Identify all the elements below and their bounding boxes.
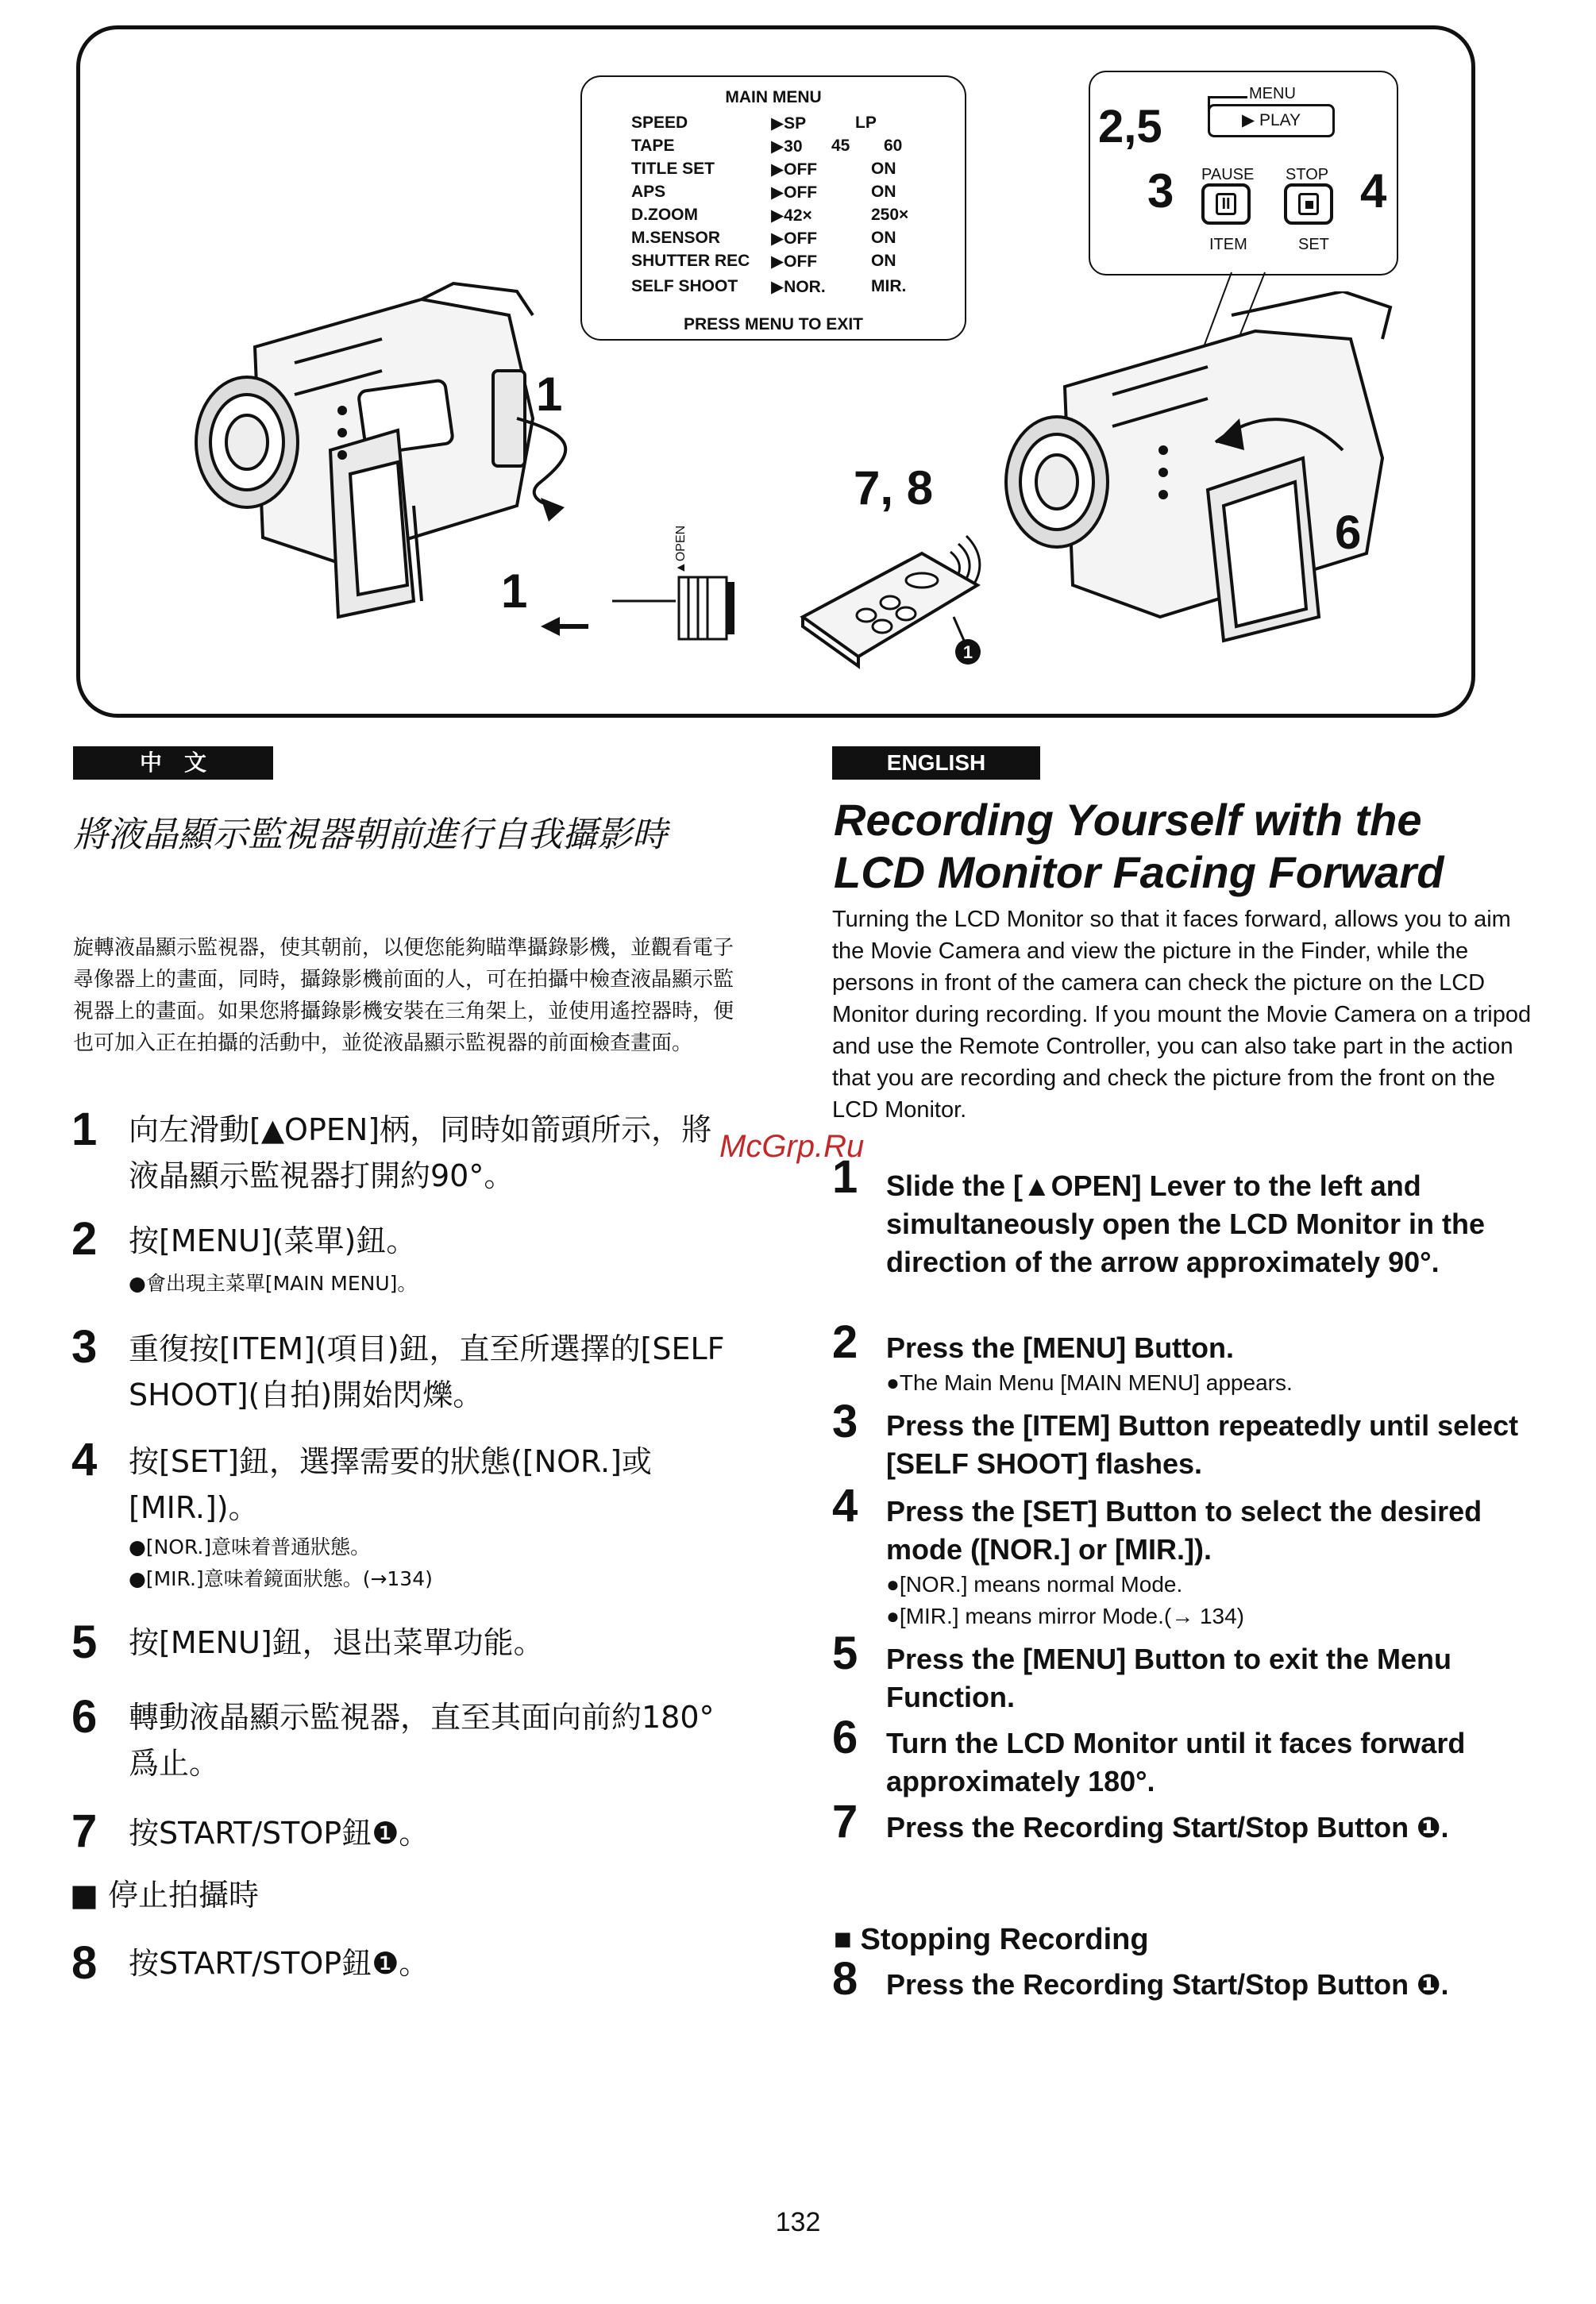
zh-step-number: 3 xyxy=(71,1321,98,1373)
en-step-text: Slide the [▲OPEN] Lever to the left and simultaneously open the LCD Monitor in the direction of the arrow approximately 90°. xyxy=(886,1169,1486,1278)
en-step-text: Press the [MENU] Button. xyxy=(886,1331,1235,1364)
callout-3: 3 xyxy=(1147,164,1174,218)
menu-label: SELF SHOOT xyxy=(631,277,738,295)
menu-exit-text: PRESS MENU TO EXIT xyxy=(684,315,863,333)
english-language-tag: ENGLISH xyxy=(832,746,1040,780)
zh-step-number: 8 xyxy=(71,1937,98,1989)
menu-row xyxy=(631,229,949,252)
watermark-text: McGrp.Ru xyxy=(719,1129,865,1164)
camcorder-rotated-illustration xyxy=(970,291,1462,688)
chinese-intro: 旋轉液晶顯示監視器，使其朝前，以便您能夠瞄準攝錄影機，並觀看電子尋像器上的畫面，同時，攝錄影機前面的人，可在拍攝中檢查液晶顯示監視器上的畫面。如果您將攝錄影機安裝在三角架上，並使用遙控器時，便也可加入正在拍攝的活動中，並從液晶顯示監視器的前面檢查畫面。 xyxy=(73,936,734,1055)
svg-text:1: 1 xyxy=(962,642,973,662)
zh-step-number: 6 xyxy=(71,1691,98,1743)
menu-option: 60 xyxy=(884,137,903,155)
en-step-text: Press the [MENU] Button to exit the Menu Function. xyxy=(886,1643,1452,1713)
en-step-number: 3 xyxy=(832,1396,858,1447)
callout-7-8: 7, 8 xyxy=(854,461,934,514)
open-lever-label: ▲OPEN xyxy=(674,525,688,574)
menu-label: SPEED xyxy=(631,114,688,132)
menu-option: LP xyxy=(855,114,877,132)
pause-item-button[interactable] xyxy=(1201,183,1251,225)
pause-icon: II xyxy=(1216,193,1236,215)
menu-value: ▶OFF xyxy=(771,183,818,202)
stop-icon xyxy=(1298,193,1319,215)
en-step-number: 1 xyxy=(832,1151,858,1203)
en-stop-heading: ■ Stopping Recording xyxy=(834,1923,1149,1956)
en-step-text: Press the [SET] Button to select the desired mode ([NOR.] or [MIR.]). xyxy=(886,1495,1482,1566)
zh-step-number: 5 xyxy=(71,1616,98,1668)
item-label: ITEM xyxy=(1209,236,1247,253)
zh-step-text: 按[SET]鈕，選擇需要的狀態([NOR.]或[MIR.])。 xyxy=(129,1444,652,1525)
menu-row xyxy=(631,252,949,275)
en-step-number: 4 xyxy=(832,1480,858,1532)
en-step-bullet: ●[MIR.] means mirror Mode.(→ 134) xyxy=(886,1604,1245,1628)
zh-step-number: 1 xyxy=(71,1104,98,1155)
menu-option: 45 xyxy=(831,137,850,155)
control-buttons-inset xyxy=(1089,71,1398,275)
zh-stop-heading: ■ 停止拍攝時 xyxy=(70,1878,259,1913)
menu-value: ▶30 xyxy=(771,137,803,156)
english-title xyxy=(834,794,1548,899)
menu-row xyxy=(631,183,949,206)
menu-row xyxy=(631,206,949,229)
menu-label: TITLE SET xyxy=(631,160,715,178)
en-step-text: Press the [ITEM] Button repeatedly until select [SELF SHOOT] flashes. xyxy=(886,1409,1519,1480)
menu-row xyxy=(631,137,949,160)
menu-label: TAPE xyxy=(631,137,675,155)
zh-step-text: 按START/STOP鈕❶。 xyxy=(129,1946,430,1981)
zh-step-number: 2 xyxy=(71,1213,98,1265)
page-number: 132 xyxy=(775,2207,821,2237)
zh-step-text: 按[MENU](菜單)鈕。 xyxy=(129,1223,417,1258)
menu-label: SHUTTER REC xyxy=(631,252,750,270)
main-menu-title: MAIN MENU xyxy=(725,88,822,106)
zh-step-text: 重復按[ITEM](項目)鈕，直至所選擇的[SELF SHOOT](自拍)開始閃爍。 xyxy=(129,1331,725,1412)
zh-step-bullet: ●會出現主菜單[MAIN MENU]。 xyxy=(129,1272,418,1295)
zh-step-bullet: ●[MIR.]意味着鏡面狀態。(→134) xyxy=(129,1567,433,1590)
illustration-frame xyxy=(76,25,1475,718)
callout-4: 4 xyxy=(1360,164,1387,218)
menu-option: ON xyxy=(871,183,896,201)
play-button[interactable]: ▶ PLAY xyxy=(1208,104,1335,137)
en-step-text: Press the Recording Start/Stop Button ❶. xyxy=(886,1968,1449,2001)
menu-label: D.ZOOM xyxy=(631,206,698,224)
callout-6: 6 xyxy=(1335,506,1362,559)
menu-label: APS xyxy=(631,183,666,201)
zh-step-bullet: ●[NOR.]意味着普通狀態。 xyxy=(129,1535,371,1558)
menu-option: ON xyxy=(871,229,896,247)
en-step-number: 5 xyxy=(832,1628,858,1679)
menu-value: ▶OFF xyxy=(771,160,818,179)
callout-2-5: 2,5 xyxy=(1098,101,1162,152)
en-step-number: 8 xyxy=(832,1953,858,2005)
menu-value: ▶OFF xyxy=(771,252,818,271)
chinese-title: 將液晶顯示監視器朝前進行自我攝影時 xyxy=(73,815,667,855)
menu-button-label: MENU xyxy=(1249,85,1296,102)
zh-step-text: 按[MENU]鈕，退出菜單功能。 xyxy=(129,1625,544,1660)
stop-label: STOP xyxy=(1286,166,1329,183)
menu-option: ON xyxy=(871,252,896,270)
menu-value: ▶NOR. xyxy=(771,278,826,296)
en-step-text: Press the Recording Start/Stop Button ❶. xyxy=(886,1811,1449,1844)
menu-row xyxy=(631,114,949,137)
menu-option: 250× xyxy=(871,206,909,224)
zh-step-text: 向左滑動[▲OPEN]柄，同時如箭頭所示，將液晶顯示監視器打開約90°。 xyxy=(129,1112,712,1193)
menu-row xyxy=(631,160,949,183)
set-label: SET xyxy=(1298,236,1329,253)
callout-1-bottom: 1 xyxy=(501,564,528,618)
menu-value: ▶42× xyxy=(771,206,812,225)
menu-label: M.SENSOR xyxy=(631,229,721,247)
en-step-number: 6 xyxy=(832,1712,858,1763)
menu-option: ON xyxy=(871,160,896,178)
callout-1-top: 1 xyxy=(536,368,563,421)
en-step-bullet: ●The Main Menu [MAIN MENU] appears. xyxy=(886,1370,1293,1395)
en-step-number: 2 xyxy=(832,1316,858,1368)
menu-option: MIR. xyxy=(871,277,907,295)
zh-step-number: 4 xyxy=(71,1434,98,1485)
menu-value: ▶SP xyxy=(771,114,807,133)
english-title-line: Recording Yourself with the xyxy=(834,795,1422,845)
menu-row-flashing xyxy=(631,277,949,300)
english-intro: Turning the LCD Monitor so that it faces forward, allows you to aim the Movie Camera and view the picture in the Finder, while the persons in front of the camera can check the picture on the LCD Monitor during recording. If you mount the Movie Camera on a tripod and use the Remote Controller, you can also take part in the action that you are recording and check the picture from the front on the LCD Monitor. xyxy=(832,907,1532,1123)
stop-set-button[interactable] xyxy=(1284,183,1333,225)
menu-value: ▶OFF xyxy=(771,229,818,248)
en-step-number: 7 xyxy=(832,1796,858,1847)
english-title-line: LCD Monitor Facing Forward xyxy=(834,847,1444,897)
chinese-language-tag: 中 文 xyxy=(73,746,273,780)
en-step-bullet: ●[NOR.] means normal Mode. xyxy=(886,1572,1183,1597)
zh-step-text: 按START/STOP鈕❶。 xyxy=(129,1816,430,1851)
main-menu-screen xyxy=(580,75,966,341)
zh-step-number: 7 xyxy=(71,1805,98,1857)
en-step-text: Turn the LCD Monitor until it faces forward approximately 180°. xyxy=(886,1727,1466,1797)
pause-label: PAUSE xyxy=(1201,166,1255,183)
zh-step-text: 轉動液晶顯示監視器，直至其面向前約180°爲止。 xyxy=(129,1700,715,1781)
